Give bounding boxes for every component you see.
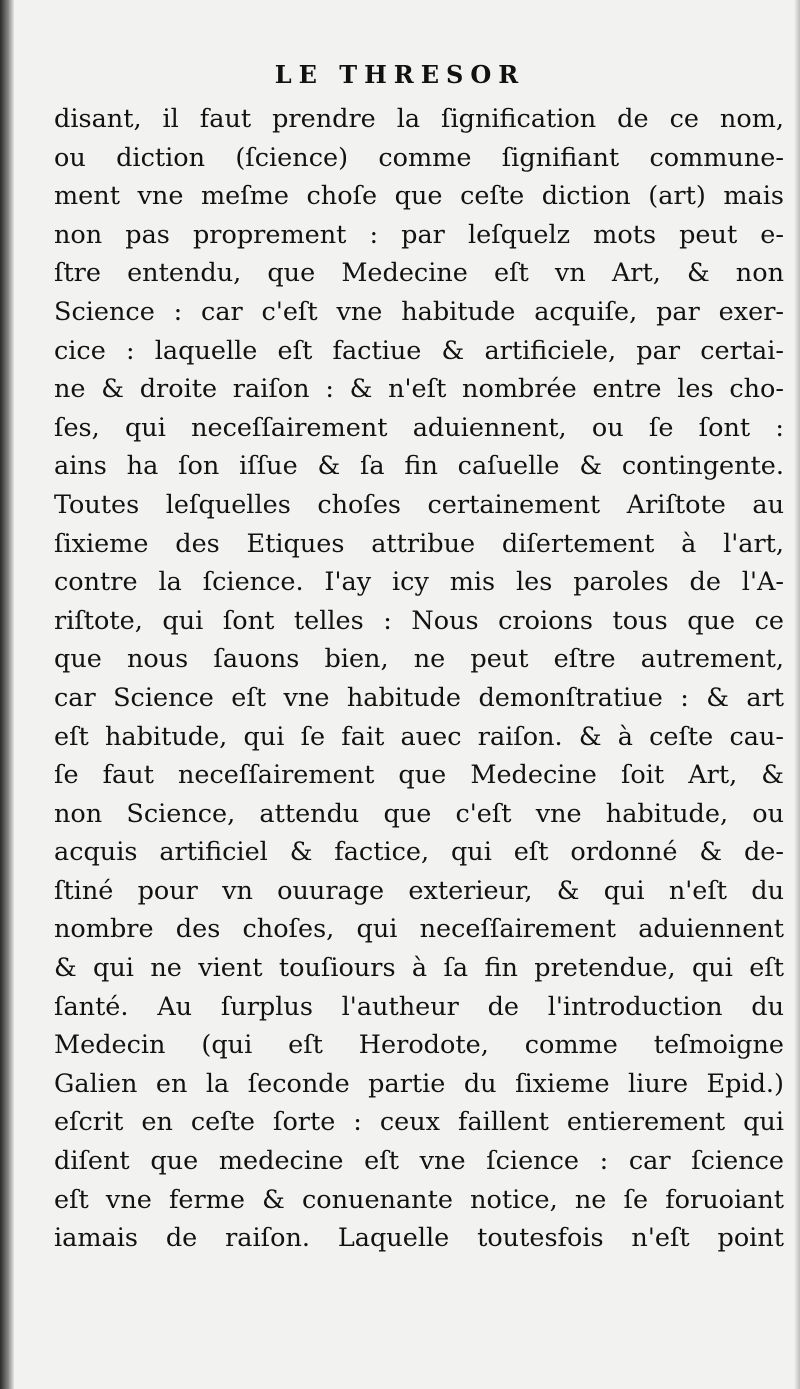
body-text (54, 100, 784, 1258)
text-line: ſtiné pour vn ouurage exterieur, & qui n'eſt du (54, 875, 784, 906)
page-gutter-shadow (0, 0, 14, 1389)
running-head: LE THRESOR (274, 60, 526, 89)
text-line: ſtre entendu, que Medecine eſt vn Art, & non (54, 258, 784, 289)
text-line: ſe faut neceſſairement que Medecine ſoit Art, & (54, 760, 784, 791)
page-edge (794, 0, 800, 1389)
text-line: ſes, qui neceſſairement aduiennent, ou ſe ſont : (54, 412, 784, 443)
text-line: ains ha ſon iſſue & ſa fin caſuelle & contingente. (54, 451, 784, 482)
text-line: ou diction (ſcience) comme ſignifiant commune- (54, 142, 784, 173)
text-line: diſent que medecine eſt vne ſcience : car ſcience (54, 1146, 784, 1177)
text-line: & qui ne vient touſiours à ſa fin pretendue, qui eſt (54, 953, 784, 984)
text-line: car Science eſt vne habitude demonſtratiue : & art (54, 682, 784, 713)
text-line: Science : car c'eſt vne habitude acquiſe, par exer- (54, 296, 784, 327)
text-line: cice : laquelle eſt factiue & artificiele, par certai- (54, 335, 784, 366)
text-line: ne & droite raiſon : & n'eſt nombrée entre les cho- (54, 374, 784, 405)
text-line: nombre des choſes, qui neceſſairement aduiennent (54, 914, 784, 945)
text-line: Toutes leſquelles choſes certainement Ariſtote au (54, 489, 784, 520)
text-line: Galien en la ſeconde partie du ſixieme liure Epid.) (54, 1068, 784, 1099)
text-line: que nous ſauons bien, ne peut eſtre autrement, (54, 644, 784, 675)
text-line: eſcrit en ceſte ſorte : ceux faillent entierement qui (54, 1107, 784, 1138)
text-line: ment vne meſme choſe que ceſte diction (art) mais (54, 181, 784, 212)
text-line: eſt vne ferme & conuenante notice, ne ſe foruoiant (54, 1184, 784, 1215)
text-line: eſt habitude, qui ſe fait auec raiſon. & à ceſte cau- (54, 721, 784, 752)
text-line: riſtote, qui ſont telles : Nous croions tous que ce (54, 605, 784, 636)
text-line: acquis artificiel & factice, qui eſt ordonné & de- (54, 837, 784, 868)
text-line: ſixieme des Etiques attribue diſertement à l'art, (54, 528, 784, 559)
text-line: non Science, attendu que c'eſt vne habitude, ou (54, 798, 784, 829)
text-line: contre la ſcience. I'ay icy mis les paroles de l'A- (54, 567, 784, 598)
text-line: disant, il faut prendre la ſignification de ce nom, (54, 104, 784, 134)
text-line: iamais de raiſon. Laquelle toutesfois n'eſt point (54, 1223, 784, 1254)
text-line: Medecin (qui eſt Herodote, comme teſmoigne (54, 1030, 784, 1061)
text-line: non pas proprement : par leſquelz mots peut e- (54, 219, 784, 250)
text-line: ſanté. Au ſurplus l'autheur de l'introduction du (54, 991, 784, 1022)
